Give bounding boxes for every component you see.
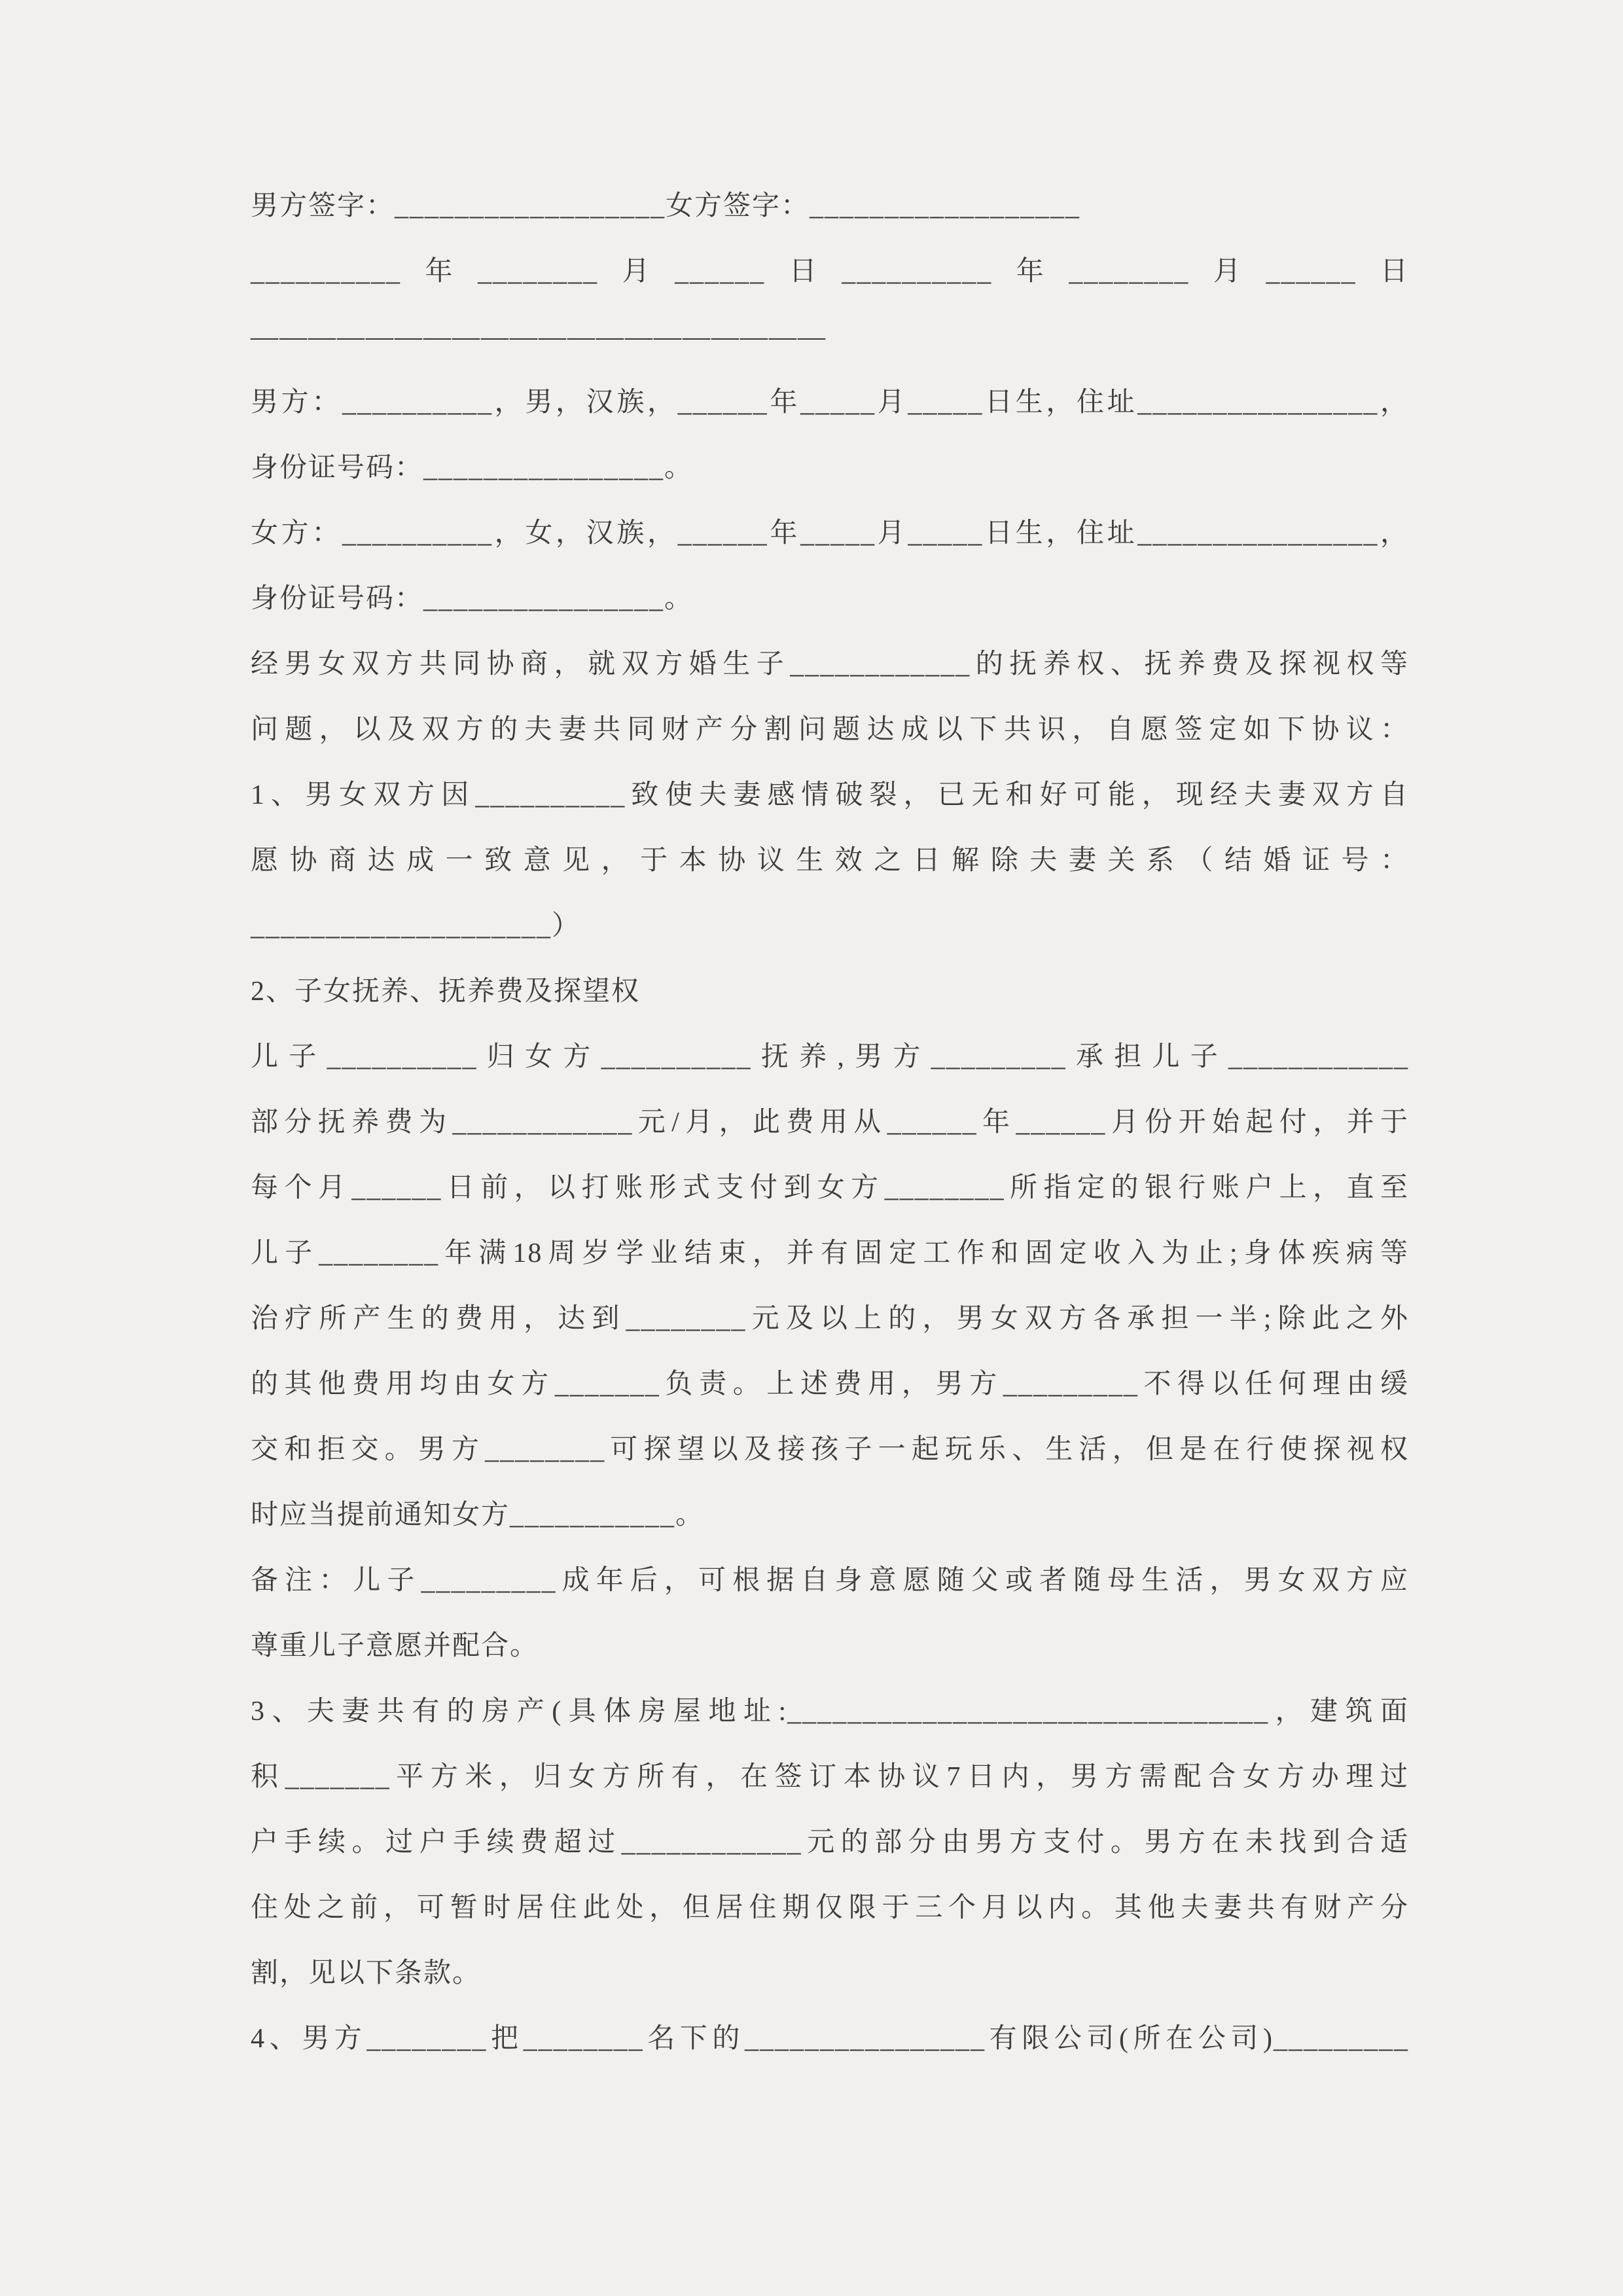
text-line-content: 住处之前，可暂时居住此处，但居住期仅限于三个月以内。其他夫妻共有财产分 (251, 1893, 1409, 1923)
text-line-content: ———————————————————— (251, 322, 827, 352)
text-line-content: 1、男女双方因__________致使夫妻感情破裂，已无和好可能，现经夫妻双方自 (251, 780, 1409, 810)
text-line (251, 1679, 1409, 1744)
text-line (251, 1548, 1409, 1613)
text-line (251, 435, 1409, 501)
text-line-content: 男方：__________，男，汉族，______年_____月_____日生，住址________________， (251, 387, 1409, 418)
text-line-content: 女方：__________，女，汉族，______年_____月_____日生，住址________________， (251, 518, 1409, 548)
text-line-content: 的其他费用均由女方_______负责。上述费用，男方_________不得以任何理由缓 (251, 1369, 1409, 1399)
text-line-content: 愿协商达成一致意见，于本协议生效之日解除夫妻关系（结婚证号： (251, 846, 1409, 876)
text-line-content: __________年________月______日__________年________月______日 (251, 257, 1409, 287)
text-line (251, 1090, 1409, 1155)
text-line-content: 经男女双方共同协商，就双方婚生子____________的抚养权、抚养费及探视权等 (251, 649, 1409, 679)
text-line-content: 问题，以及双方的夫妻共同财产分割问题达成以下共识，自愿签定如下协议： (251, 715, 1409, 745)
text-line (251, 1744, 1409, 1810)
text-line (251, 1417, 1409, 1482)
text-line-content: 户手续。过户手续费超过____________元的部分由男方支付。男方在未找到合适 (251, 1827, 1409, 1857)
text-line (251, 828, 1409, 893)
text-line-content: 部分抚养费为____________元/月，此费用从______年______月份开始起付，并于 (251, 1107, 1409, 1138)
text-line (251, 1352, 1409, 1417)
text-line-content: 身份证号码：________________。 (251, 584, 694, 614)
text-line (251, 566, 1409, 632)
text-line (251, 697, 1409, 762)
text-line-content: 积_______平方米，归女方所有，在签订本协议7日内，男方需配合女方办理过 (251, 1762, 1409, 1792)
text-line (251, 632, 1409, 697)
text-line-content: 儿子________年满18周岁学业结束，并有固定工作和固定收入为止;身体疾病等 (251, 1238, 1409, 1268)
text-line-content: 儿子__________归女方__________抚养,男方_________承担儿子____________ (251, 1042, 1409, 1072)
text-line-content: 男方签字：__________________女方签字：__________________ (251, 191, 1081, 221)
text-line (251, 1482, 1409, 1548)
text-line-content: 4、男方________把________名下的________________有限公司(所在公司)_________ (251, 2024, 1409, 2054)
text-line (251, 893, 1409, 959)
document-body (251, 173, 1409, 2072)
text-line (251, 762, 1409, 828)
text-line (251, 1941, 1409, 2006)
text-line-content: 每个月______日前，以打账形式支付到女方________所指定的银行账户上，直至 (251, 1173, 1409, 1203)
text-line-content: 3、夫妻共有的房产(具体房屋地址:________________________________，建筑面 (251, 1696, 1409, 1727)
text-line (251, 1613, 1409, 1679)
text-line (251, 1810, 1409, 1875)
text-line-content: 2、子女抚养、抚养费及探望权 (251, 977, 641, 1007)
text-line (251, 173, 1409, 239)
text-line-content: 交和拒交。男方________可探望以及接孩子一起玩乐、生活，但是在行使探视权 (251, 1435, 1409, 1465)
text-line (251, 370, 1409, 435)
text-line-content: 身份证号码：________________。 (251, 453, 694, 483)
text-line (251, 959, 1409, 1024)
text-line (251, 501, 1409, 566)
text-line (251, 304, 1409, 370)
text-line-content: 治疗所产生的费用，达到________元及以上的，男女双方各承担一半;除此之外 (251, 1304, 1409, 1334)
text-line (251, 1155, 1409, 1221)
text-line (251, 1024, 1409, 1090)
text-line-content: 时应当提前通知女方___________。 (251, 1500, 705, 1530)
text-line (251, 1221, 1409, 1286)
text-line (251, 2006, 1409, 2072)
text-line-content: ____________________） (251, 911, 581, 941)
text-line (251, 1875, 1409, 1941)
text-line (251, 1286, 1409, 1352)
text-line-content: 割，见以下条款。 (251, 1958, 482, 1988)
text-line (251, 239, 1409, 304)
text-line-content: 备注：儿子_________成年后，可根据自身意愿随父或者随母生活，男女双方应 (251, 1566, 1409, 1596)
text-line-content: 尊重儿子意愿并配合。 (251, 1631, 539, 1661)
